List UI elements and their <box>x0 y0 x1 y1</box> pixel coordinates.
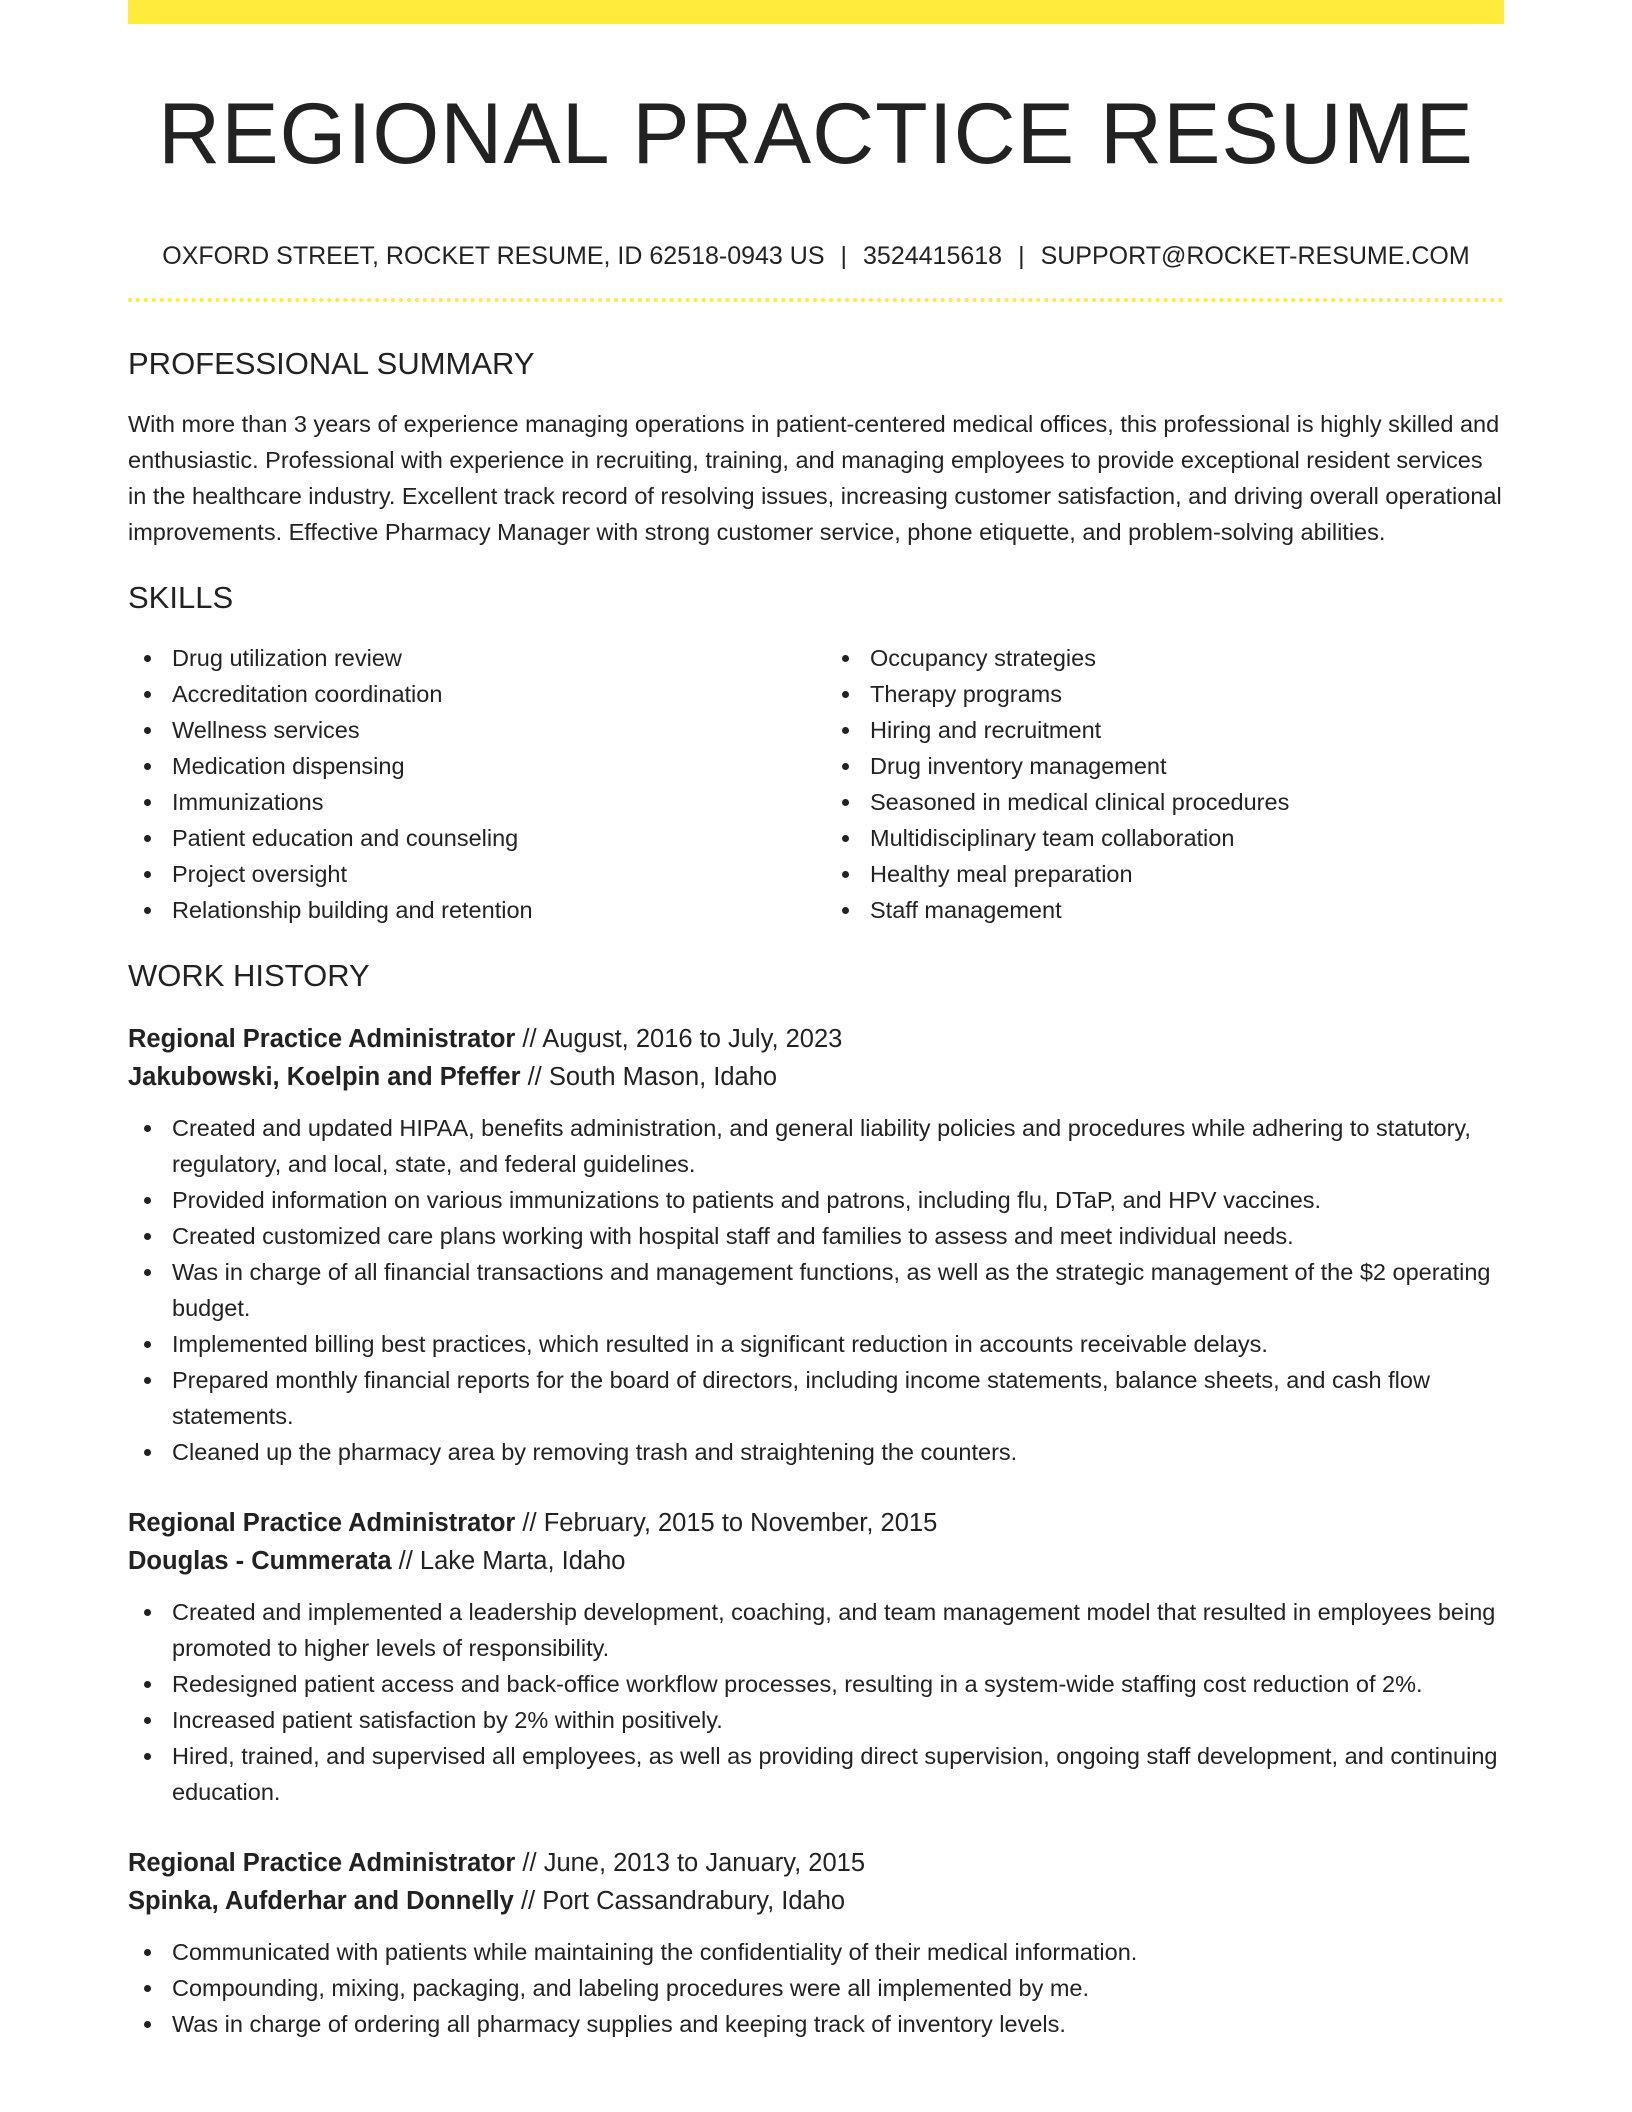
job-role: Regional Practice Administrator <box>128 1849 516 1877</box>
contact-address: OXFORD STREET, ROCKET RESUME, ID 62518-0943 US <box>162 242 825 270</box>
job-bullet: Hired, trained, and supervised all employees, as well as providing direct supervision, ongoing staff development, and continuing education. <box>128 1738 1504 1810</box>
skill-item: Therapy programs <box>826 676 1504 712</box>
job-company-line <box>128 1058 1504 1096</box>
date-separator: // <box>522 1025 543 1053</box>
job-entry <box>128 1844 1504 2042</box>
skill-item: Staff management <box>826 892 1504 928</box>
summary-heading: PROFESSIONAL SUMMARY <box>128 346 535 381</box>
job-location: Lake Marta, Idaho <box>419 1547 626 1575</box>
resume-page <box>128 0 1504 2042</box>
jobs-list <box>128 1020 1504 2042</box>
date-separator: // <box>522 1849 544 1877</box>
job-bullet: Created and updated HIPAA, benefits administration, and general liability policies and procedures while adhering to statutory, regulatory, and local, state, and federal guidelines. <box>128 1110 1504 1182</box>
job-dates: February, 2015 to November, 2015 <box>543 1509 938 1537</box>
job-dates: August, 2016 to July, 2023 <box>542 1025 843 1053</box>
job-bullet: Communicated with patients while maintaining the confidentiality of their medical information. <box>128 1934 1504 1970</box>
job-company-line <box>128 1542 1504 1580</box>
skills-heading: SKILLS <box>128 580 234 615</box>
job-bullet: Was in charge of all financial transactions and management functions, as well as the strategic management of the $2 operating budget. <box>128 1254 1504 1326</box>
contact-email: SUPPORT@ROCKET-RESUME.COM <box>1040 242 1470 270</box>
date-separator: // <box>522 1509 544 1537</box>
job-bullet: Was in charge of ordering all pharmacy supplies and keeping track of inventory levels. <box>128 2006 1504 2042</box>
job-bullet: Created customized care plans working with hospital staff and families to assess and meet individual needs. <box>128 1218 1504 1254</box>
summary-section <box>128 344 1504 550</box>
job-role: Regional Practice Administrator <box>128 1509 516 1537</box>
job-bullet: Created and implemented a leadership development, coaching, and team management model that resulted in employees being promoted to higher levels of responsibility. <box>128 1594 1504 1666</box>
skill-item: Relationship building and retention <box>128 892 806 928</box>
skill-item: Immunizations <box>128 784 806 820</box>
skill-item: Multidisciplinary team collaboration <box>826 820 1504 856</box>
contact-separator: | <box>840 242 848 270</box>
dotted-divider <box>128 298 1504 302</box>
job-dates: June, 2013 to January, 2015 <box>543 1849 866 1877</box>
skill-item: Accreditation coordination <box>128 676 806 712</box>
job-bullet: Prepared monthly financial reports for the board of directors, including income statements, balance sheets, and cash flow statements. <box>128 1362 1504 1434</box>
job-title-line <box>128 1504 1504 1542</box>
skill-item: Healthy meal preparation <box>826 856 1504 892</box>
skills-section <box>128 578 1504 928</box>
job-bullet: Cleaned up the pharmacy area by removing trash and straightening the counters. <box>128 1434 1504 1470</box>
date-separator: // <box>527 1063 549 1091</box>
skill-item: Hiring and recruitment <box>826 712 1504 748</box>
skill-item: Seasoned in medical clinical procedures <box>826 784 1504 820</box>
skill-item: Project oversight <box>128 856 806 892</box>
accent-top-bar <box>128 0 1504 24</box>
skill-item: Drug utilization review <box>128 640 806 676</box>
job-bullets <box>128 1934 1504 2042</box>
contact-line <box>128 240 1504 272</box>
job-bullet: Implemented billing best practices, which resulted in a significant reduction in accounts receivable delays. <box>128 1326 1504 1362</box>
contact-separator: | <box>1018 242 1025 270</box>
job-company: Jakubowski, Koelpin and Pfeffer <box>128 1063 521 1091</box>
job-entry <box>128 1020 1504 1470</box>
date-separator: // <box>520 1887 543 1915</box>
skill-item: Wellness services <box>128 712 806 748</box>
job-title-line <box>128 1020 1504 1058</box>
date-separator: // <box>398 1547 420 1575</box>
skill-item: Occupancy strategies <box>826 640 1504 676</box>
work-history-section <box>128 956 1504 2042</box>
job-bullets <box>128 1110 1504 1470</box>
job-location: South Mason, Idaho <box>548 1063 778 1091</box>
work-history-heading: WORK HISTORY <box>128 958 370 993</box>
contact-phone: 3524415618 <box>863 242 1003 270</box>
skill-item: Medication dispensing <box>128 748 806 784</box>
job-entry <box>128 1504 1504 1810</box>
job-company: Douglas - Cummerata <box>128 1547 392 1575</box>
summary-text: With more than 3 years of experience managing operations in patient-centered medical offices, this professional is highly skilled and enthusiastic. Professional with experience in recruiting, training, and managing employees to provide exceptional resident services in the healthcare industry. Excellent track record of resolving issues, increasing customer satisfaction, and driving overall operational improvements. Effective Pharmacy Manager with strong customer service, phone etiquette, and problem-solving abilities. <box>128 411 1502 545</box>
job-company: Spinka, Aufderhar and Donnelly <box>128 1887 514 1915</box>
job-title-line <box>128 1844 1504 1882</box>
job-bullet: Compounding, mixing, packaging, and labeling procedures were all implemented by me. <box>128 1970 1504 2006</box>
job-bullet: Increased patient satisfaction by 2% within positively. <box>128 1702 1504 1738</box>
job-bullets <box>128 1594 1504 1810</box>
job-bullet: Redesigned patient access and back-office workflow processes, resulting in a system-wide staffing cost reduction of 2%. <box>128 1666 1504 1702</box>
job-bullet: Provided information on various immunizations to patients and patrons, including flu, DTaP, and HPV vaccines. <box>128 1182 1504 1218</box>
job-company-line <box>128 1882 1504 1920</box>
skills-list <box>128 640 1504 928</box>
job-role: Regional Practice Administrator <box>128 1025 516 1053</box>
resume-name: REGIONAL PRACTICE RESUME <box>158 86 1474 182</box>
job-location: Port Cassandrabury, Idaho <box>542 1887 846 1915</box>
skill-item: Drug inventory management <box>826 748 1504 784</box>
skill-item: Patient education and counseling <box>128 820 806 856</box>
